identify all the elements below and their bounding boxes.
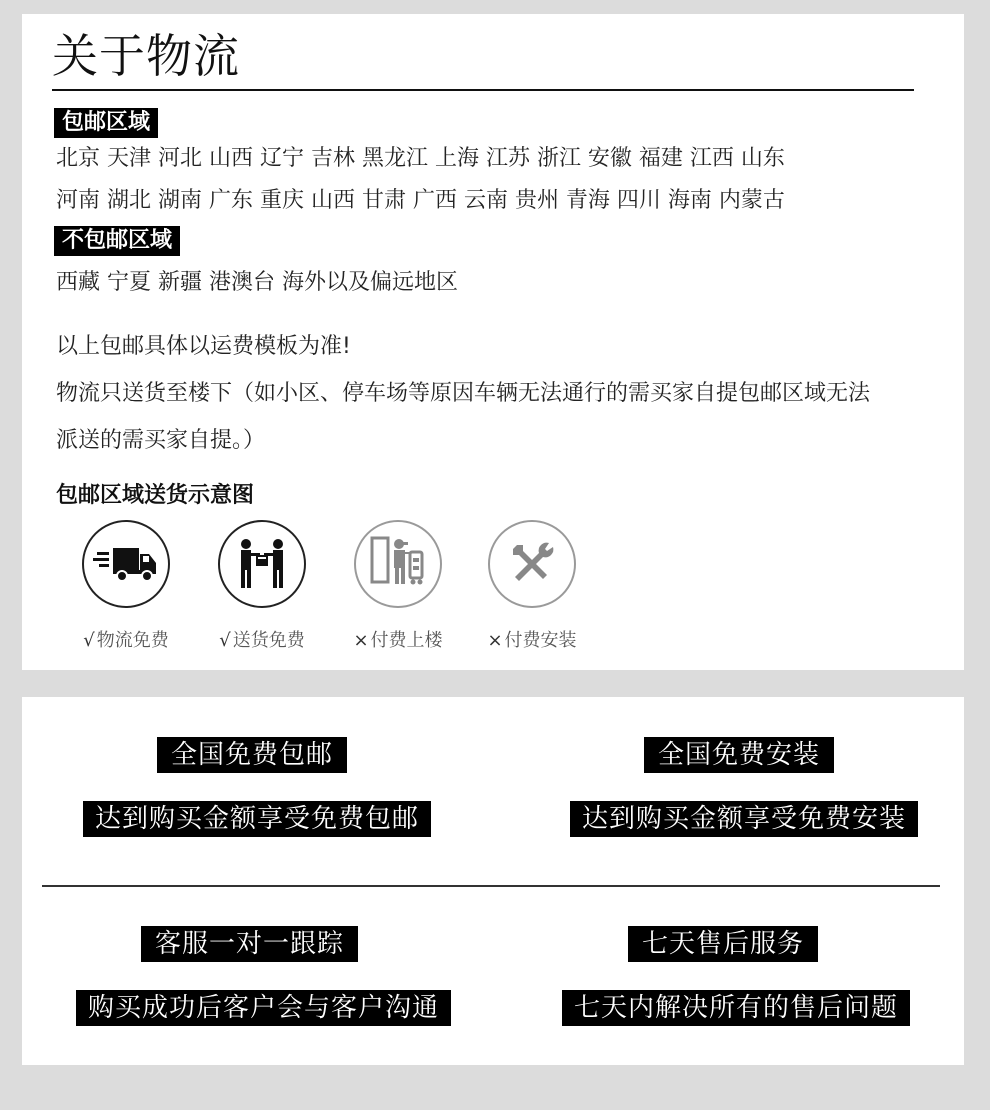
free-shipping-subtitle: 达到购买金额享受免费包邮	[83, 801, 431, 837]
service-label: 付费上楼	[370, 630, 443, 651]
service-label: 物流免费	[96, 630, 169, 651]
service-free-delivery	[212, 520, 312, 652]
free-shipping-tag: 包邮区域	[54, 108, 158, 138]
free-shipping-title: 全国免费包邮	[157, 737, 347, 773]
free-install-title: 全国免费安装	[644, 737, 834, 773]
promo-divider	[42, 885, 940, 887]
aftersale-subtitle: 七天内解决所有的售后问题	[562, 990, 910, 1026]
service-tracking-title: 客服一对一跟踪	[141, 926, 358, 962]
logistics-card	[22, 14, 964, 670]
page-title: 关于物流	[52, 29, 240, 83]
title-divider	[52, 89, 914, 91]
check-mark: √	[83, 630, 95, 651]
delivery-note-line-1: 物流只送货至楼下（如小区、停车场等原因车辆无法通行的需买家自提包邮区域无法	[56, 381, 871, 406]
porter-icon	[354, 520, 442, 608]
promos-card	[22, 697, 964, 1065]
service-free-logistics	[76, 520, 176, 652]
tools-icon	[488, 520, 576, 608]
cross-mark: ×	[487, 630, 503, 651]
non-free-regions: 西藏 宁夏 新疆 港澳台 海外以及偏远地区	[56, 270, 458, 295]
truck-icon	[82, 520, 170, 608]
delivery-people-icon	[218, 520, 306, 608]
delivery-note-line-2: 派送的需买家自提。）	[56, 428, 266, 453]
shipping-note: 以上包邮具体以运费模板为准!	[56, 334, 351, 359]
non-free-shipping-tag: 不包邮区域	[54, 226, 180, 256]
free-regions-line-2: 河南 湖北 湖南 广东 重庆 山西 甘肃 广西 云南 贵州 青海 四川 海南 内蒙古	[56, 188, 785, 213]
free-regions-line-1: 北京 天津 河北 山西 辽宁 吉林 黑龙江 上海 江苏 浙江 安徽 福建 江西 山东	[56, 146, 785, 171]
service-paid-upstairs	[348, 520, 448, 652]
service-paid-install	[482, 520, 582, 652]
aftersale-title: 七天售后服务	[628, 926, 818, 962]
free-install-subtitle: 达到购买金额享受免费安装	[570, 801, 918, 837]
service-tracking-subtitle: 购买成功后客户会与客户沟通	[76, 990, 451, 1026]
service-label: 送货免费	[232, 630, 305, 651]
cross-mark: ×	[353, 630, 369, 651]
check-mark: √	[219, 630, 231, 651]
service-label: 付费安装	[504, 630, 577, 651]
diagram-title: 包邮区域送货示意图	[56, 483, 255, 508]
